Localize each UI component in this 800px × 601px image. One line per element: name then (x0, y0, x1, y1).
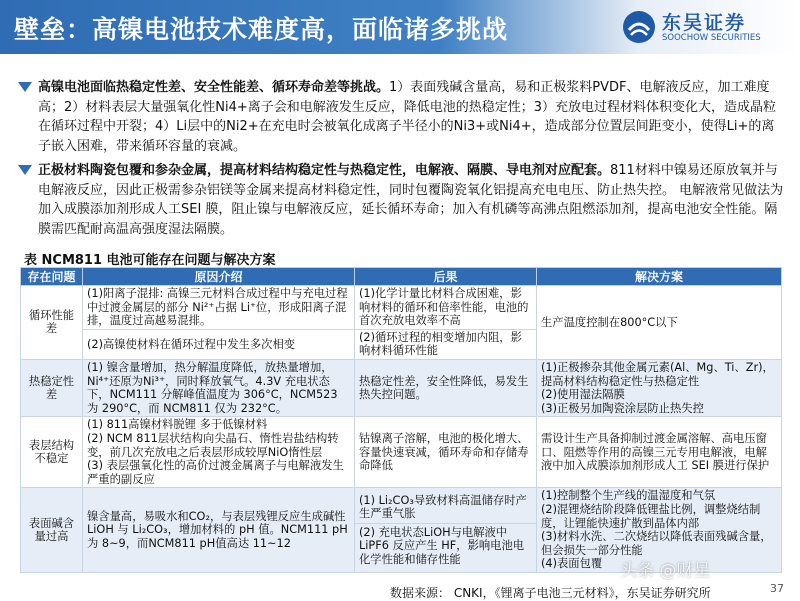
table-row (21, 286, 782, 330)
column-header: 解决方案 (537, 268, 782, 286)
table-title: 表 NCM811 电池可能存在问题与解决方案 (24, 253, 276, 268)
solution-item: (1)正极掺杂其他金属元素(Al、Mg、Ti、Zr)，提高材料结构稳定性与热稳定性 (541, 360, 774, 388)
category-cell: 表面碱含量过高 (21, 488, 83, 573)
reason-cell: (2)高镍使材料在循环过程中发生多次相变 (83, 329, 355, 359)
bullet-text: 811材料中镍易还原放氧并与电解液反应，因此正极需参杂铝镁等金属来提高材料稳定性，同时包覆陶瓷氧化铝提高充电电压、防止热失控。 电解液常见做法为加入成膜添加剂形成人工SEI 膜，阻止镍与电解液反应，延长循环寿命；加入有机磷等高沸点阻燃添加剂，提高电池安全性能。隔膜需匹配耐高温高强度湿法隔膜。 (38, 163, 784, 237)
effect-cell: 钴镍离子溶解，电池的极化增大、容量快速衰减，循环寿命和存储寿命降低 (355, 417, 537, 488)
column-header: 存在问题 (21, 268, 83, 286)
table-header-row (21, 268, 782, 286)
watermark: 头条 @财星 (620, 561, 711, 581)
category-cell: 热稳定性差 (21, 359, 83, 416)
effect-cell (355, 488, 537, 573)
solution-cell: 需设计生产具备抑制过渡金属溶解、高电压窗口、阻燃等作用的高镍三元专用电解液，电解液中加入成膜添加剂形成人工 SEI 膜进行保护 (537, 417, 782, 488)
reason-cell: (1)阳离子混排: 高镍三元材料合成过程中与充电过程中过渡金属层的部分 Ni²⁺占据 Li⁺位，形成阳离子混排，温度过高越易混排。 (83, 286, 355, 330)
reason-cell: (1) 镍含量增加，热分解温度降低，放热量增加，Ni⁴⁺还原为Ni³⁺，同时释放氧气。4.3V 充电状态下，NCM111 分解峰值温度为 306°C，NCM523 为 290°C，而 NCM811 仅为 232°C。 (83, 359, 355, 416)
effect-item: (1) Li₂CO₃导致材料高温储存时产生严重气胀 (359, 493, 527, 521)
header-bar (0, 0, 800, 54)
page-number: 37 (770, 582, 784, 595)
triangle-bullet-icon (18, 165, 32, 175)
logo-chinese-text: 东吴证券 (662, 12, 747, 34)
bullet-list (16, 78, 786, 244)
solution-item: (2)使用湿法隔膜 (541, 388, 625, 402)
table-row (21, 417, 782, 488)
bullet-heading: 高镍电池面临热稳定性差、安全性能差、循环寿命差等挑战。 (38, 80, 390, 95)
reason-cell: 镍含量高，易吸水和CO₂，与表层残锂反应生成碱性 LiOH 与 Li₂CO₃，增加材料的 pH 值。NCM111 pH 为 8~9，而NCM811 pH值高达 11~12 (83, 488, 355, 573)
bullet-item-challenges (16, 78, 786, 156)
column-header: 原因介绍 (83, 268, 355, 286)
bullet-heading: 正极材料陶瓷包覆和参杂金属，提高材料结构稳定性与热稳定性，电解液、隔膜、导电剂对应配套。 (38, 163, 611, 178)
logo-english-text: SOOCHOW SECURITIES (662, 33, 761, 43)
problems-solutions-table (20, 267, 782, 573)
table-row (21, 359, 782, 416)
triangle-bullet-icon (18, 82, 32, 92)
category-cell: 表层结构不稳定 (21, 417, 83, 488)
solution-cell: 生产温度控制在800°C以下 (537, 286, 782, 360)
soochow-logo-icon (622, 10, 656, 44)
page-title: 壁垒：高镍电池技术难度高，面临诸多挑战 (14, 15, 509, 44)
solution-cell (537, 359, 782, 416)
reason-cell: (1) 811高镍材料脱锂 多于低镍材料 (2) NCM 811层状结构向尖晶石、惰性岩盐结构转变，前几次充放电之后表层形成较厚NiO惰性层 (3) 表层强氧化性的高价过渡金属离子与电解液发生严重的副反应 (83, 417, 355, 488)
solution-cell: (1)控制整个生产线的温湿度和气氛 (2)混锂烧结阶段降低锂盐比例，调整烧结制度，让锂能快速扩散到晶体内部 (3)材料水洗、二次烧结以降低表面残碱含量，但会损失一部分性能 (4)表面包覆 (537, 488, 782, 573)
effect-cell: (1)化学计量比材料合成困难，影响材料的循环和倍率性能，电池的首次充放电效率不高 (355, 286, 537, 330)
effect-cell: 热稳定性差，安全性降低，易发生热失控问题。 (355, 359, 537, 416)
source-note: 数据来源： CNKI，《锂离子电池三元材料》，东吴证券研究所 (390, 586, 711, 600)
effect-item: (2) 充电状态LiOH与电解液中 LiPF6 反应产生 HF，影响电池电化学性能和储存性能 (355, 523, 536, 567)
company-logo (622, 6, 782, 50)
category-cell: 循环性能差 (21, 286, 83, 360)
solution-item: (3)正极另加陶瓷涂层防止热失控 (541, 401, 704, 415)
bullet-item-solutions (16, 161, 786, 239)
column-header: 后果 (355, 268, 537, 286)
effect-cell: (2)循环过程的相变增加内阻，影响材料循环性能 (355, 329, 537, 359)
bullet-text: 1）表面残碱含量高，易和正极浆料PVDF、电解液反应，加工难度高；2）材料表层大量强氧化性Ni4+离子会和电解液发生反应，降低电池的热稳定性；3）充放电过程材料体积变化大，造成晶粒在循环过程中开裂；4）Li层中的Ni2+在充电时会被氧化成离子半径小的Ni3+或Ni4+，造成部分位置层间距变小，使得Li+的离子嵌入困难，带来循环容量的衰减。 (38, 80, 777, 154)
